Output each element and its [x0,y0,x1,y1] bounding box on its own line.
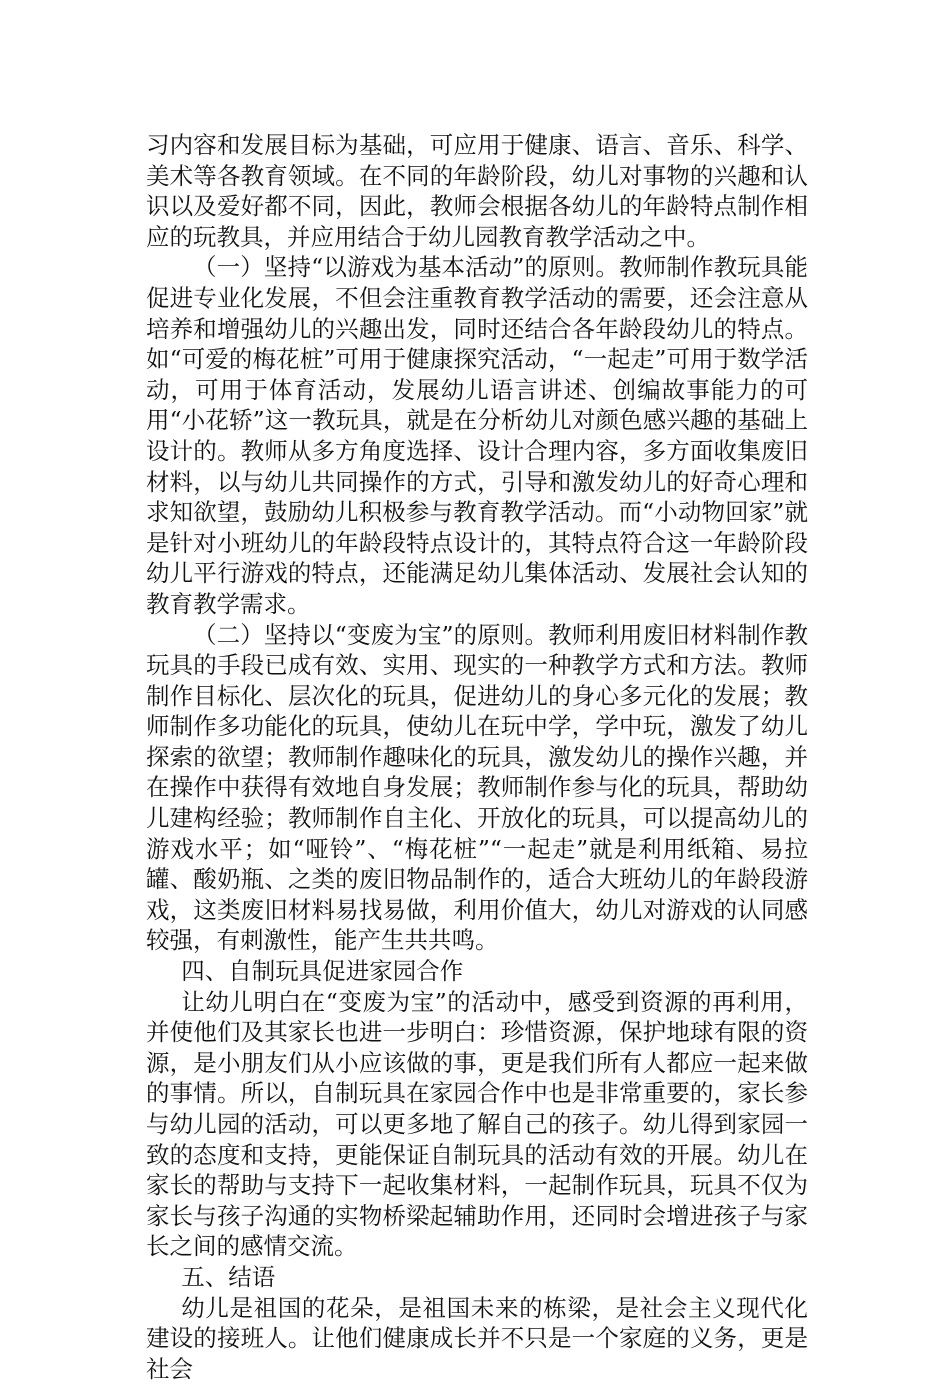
paragraph-principle-1: （一）坚持“以游戏为基本活动”的原则。教师制作教玩具能促进专业化发展，不但会注重教育教学活动的需要，还会注意从培养和增强幼儿的兴趣出发，同时还结合各年龄段幼儿的特点。如“可爱的梅花桩”可用于健康探究活动，“一起走”可用于数学活动，可用于体育活动，发展幼儿语言讲述、创编故事能力的可用“小花轿”这一教玩具，就是在分析幼儿对颜色感兴趣的基础上设计的。教师从多方角度选择、设计合理内容，多方面收集废旧材料，以与幼儿共同操作的方式，引导和激发幼儿的好奇心理和求知欲望，鼓励幼儿积极参与教育教学活动。而“小动物回家”就是针对小班幼儿的年龄段特点设计的，其特点符合这一年龄阶段幼儿平行游戏的特点，还能满足幼儿集体活动、发展社会认知的教育教学需求。 [146,253,808,618]
paragraph-continuation: 习内容和发展目标为基础，可应用于健康、语言、音乐、科学、美术等各教育领域。在不同的年龄阶段，幼儿对事物的兴趣和认识以及爱好都不同，因此，教师会根据各幼儿的年龄特点制作相应的玩教具，并应用结合于幼儿园教育教学活动之中。 [146,131,808,251]
document-body [146,130,808,1384]
section-heading-conclusion: 五、结语 [181,1262,276,1291]
paragraph-principle-2: （二）坚持以“变废为宝”的原则。教师利用废旧材料制作教玩具的手段已成有效、实用、现实的一种教学方式和方法。教师制作目标化、层次化的玩具，促进幼儿的身心多元化的发展；教师制作多功能化的玩具，使幼儿在玩中学，学中玩，激发了幼儿探索的欲望；教师制作趣味化的玩具，激发幼儿的操作兴趣，并在操作中获得有效地自身发展；教师制作参与化的玩具，帮助幼儿建构经验；教师制作自主化、开放化的玩具，可以提高幼儿的游戏水平；如“哑铃”、“梅花桩”“一起走”就是利用纸箱、易拉罐、酸奶瓶、之类的废旧物品制作的，适合大班幼儿的年龄段游戏，这类废旧材料易找易做，利用价值大，幼儿对游戏的认同感较强，有刺激性，能产生共共鸣。 [146,620,808,955]
paragraph-home-school: 让幼儿明白在“变废为宝”的活动中，感受到资源的再利用，并使他们及其家长也进一步明白：珍惜资源，保护地球有限的资源，是小朋友们从小应该做的事，更是我们所有人都应一起来做的事情。所以，自制玩具在家园合作中也是非常重要的，家长参与幼儿园的活动，可以更多地了解自己的孩子。幼儿得到家园一致的态度和支持，更能保证自制玩具的活动有效的开展。幼儿在家长的帮助与支持下一起收集材料，一起制作玩具，玩具不仅为家长与孩子沟通的实物桥梁起辅助作用，还同时会增进孩子与家长之间的感情交流。 [146,987,808,1261]
section-heading-home-school: 四、自制玩具促进家园合作 [181,957,464,986]
paragraph-conclusion: 幼儿是祖国的花朵，是祖国未来的栋梁，是社会主义现代化建设的接班人。让他们健康成长并不只是一个家庭的义务，更是社会 [146,1293,808,1383]
